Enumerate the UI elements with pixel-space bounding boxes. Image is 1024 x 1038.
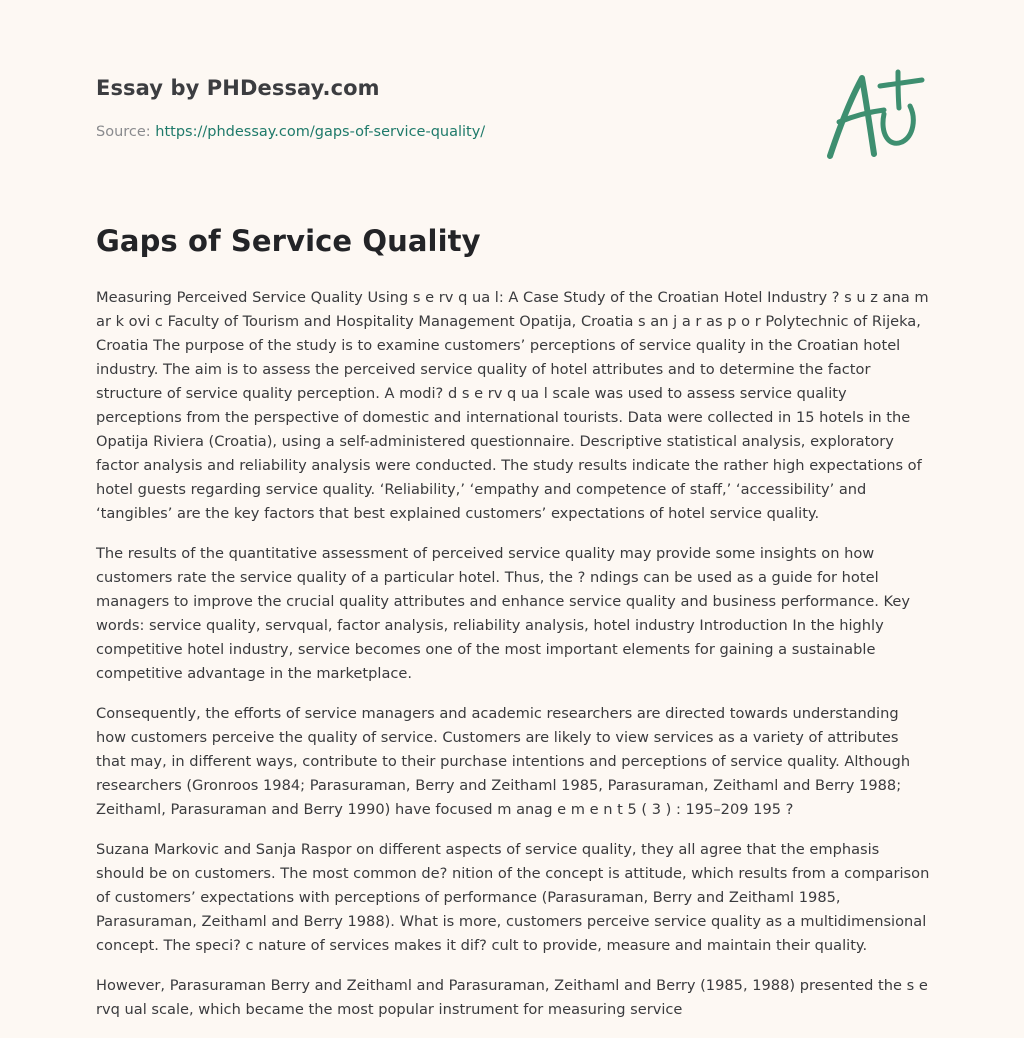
- article-paragraph: Measuring Perceived Service Quality Using s e rv q ua l: A Case Study of the Croatian Hotel Industry ? s u z ana m ar k ovi c Faculty of Tourism and Hospitality Management Opatija, Croatia s an j a r as p o r Polytechnic of Rijeka, Croatia The purpose of the study is to examine customers’ perceptions of service quality in the Croatian hotel industry. The aim is to assess the perceived service quality of hotel attributes and to determine the factor structure of service quality perception. A modi? d s e rv q ua l scale was used to assess service quality perceptions from the perspective of domestic and international tourists. Data were collected in 15 hotels in the Opatija Riviera (Croatia), using a self-administered questionnaire. Descriptive statistical analysis, exploratory factor analysis and reliability analysis were conducted. The study results indicate the rather high expectations of hotel guests regarding service quality. ‘Reliability,’ ‘empathy and competence of staff,’ ‘accessibility’ and ‘tangibles’ are the key factors that best explained customers’ expectations of hotel service quality.: [96, 289, 929, 522]
- a-plus-icon: [824, 66, 928, 166]
- essay-page: [96, 0, 932, 1036]
- article-paragraph: The results of the quantitative assessment of perceived service quality may provide some insights on how customers rate the service quality of a particular hotel. Thus, the ? ndings can be used as a guide for hotel managers to improve the crucial quality attributes and enhance service quality and business performance. Key words: service quality, servqual, factor analysis, reliability analysis, hotel industry Introduction In the highly competitive hotel industry, service becomes one of the most important elements for gaining a sustainable competitive advantage in the marketplace.: [96, 545, 910, 682]
- site-brand: Essay by PHDessay.com: [96, 76, 380, 100]
- source-link[interactable]: https://phdessay.com/gaps-of-service-quality/: [155, 124, 486, 140]
- source-label: Source:: [96, 124, 156, 140]
- article-paragraph: However, Parasuraman Berry and Zeithaml and Parasuraman, Zeithaml and Berry (1985, 1988) presented the s e rvq ual scale, which became the most popular instrument for measuring service: [96, 977, 928, 1018]
- article-paragraph: Suzana Markovic and Sanja Raspor on different aspects of service quality, they all agree that the emphasis should be on customers. The most common de? nition of the concept is attitude, which results from a comparison of customers’ expectations with perceptions of performance (Parasuraman, Berry and Zeithaml 1985, Parasuraman, Zeithaml and Berry 1988). What is more, customers perceive service quality as a multidimensional concept. The speci? c nature of services makes it dif? cult to provide, measure and maintain their quality.: [96, 841, 930, 954]
- article-body: [96, 286, 932, 1038]
- article-paragraph: Consequently, the efforts of service managers and academic researchers are directed towards understanding how customers perceive the quality of service. Customers are likely to view services as a variety of attributes that may, in different ways, contribute to their purchase intentions and perceptions of service quality. Although researchers (Gronroos 1984; Parasuraman, Berry and Zeithaml 1985, Parasuraman, Zeithaml and Berry 1988; Zeithaml, Parasuraman and Berry 1990) have focused m anag e m e n t 5 ( 3 ) : 195–209 195 ?: [96, 705, 911, 818]
- article-title: Gaps of Service Quality: [96, 224, 481, 258]
- source-line: [96, 124, 485, 140]
